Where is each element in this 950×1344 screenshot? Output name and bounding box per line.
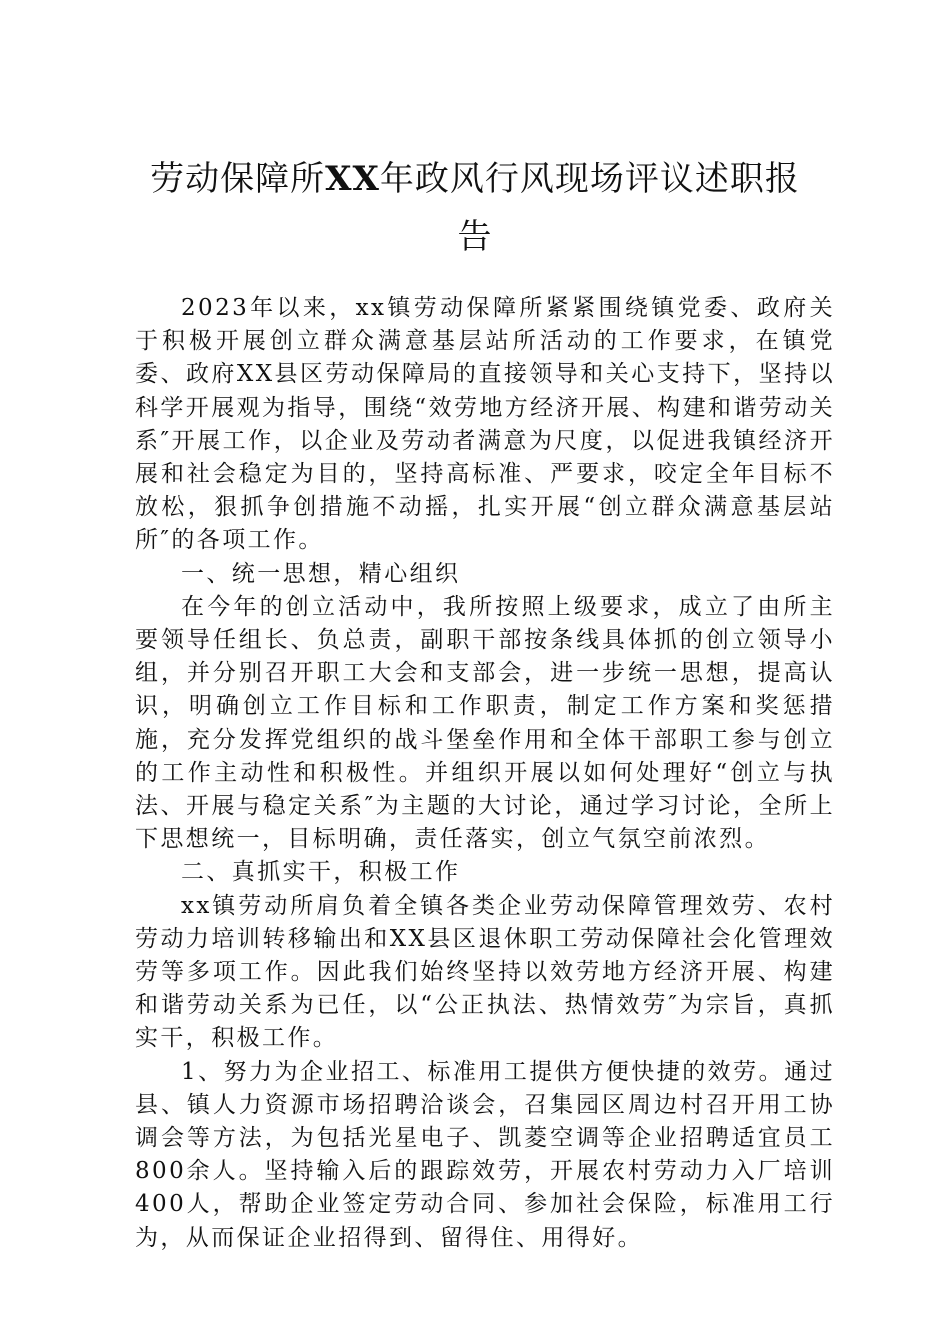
paragraph-section-2: xx镇劳动所肩负着全镇各类企业劳动保障管理效劳、农村劳动力培训转移输出和XX县区退休职工劳动保障社会化管理效劳等多项工作。因此我们始终坚持以效劳地方经济开展、构建和谐劳动关系为已任，以“公正执法、热情效劳″为宗旨，真抓实干，积极工作。 (135, 892, 835, 1052)
document-body (135, 292, 835, 1255)
title-part-1: 劳动保障所 (150, 159, 326, 199)
section-heading-2: 二、真抓实干，积极工作 (181, 859, 461, 886)
title-line-2: 告 (457, 217, 493, 257)
paragraph-intro: 2023年以来，xx镇劳动保障所紧紧围绕镇党委、政府关于积极开展创立群众满意基层站所活动的工作要求，在镇党委、政府XX县区劳动保障局的直接领导和关心支持下，坚持以科学开展观为指导，围绕“效劳地方经济开展、构建和谐劳动关系″开展工作，以企业及劳动者满意为尺度，以促进我镇经济开展和社会稳定为目的，坚持高标准、严要求，咬定全年目标不放松，狠抓争创措施不动摇，扎实开展“创立群众满意基层站所″的各项工作。 (135, 295, 835, 554)
paragraph-item-1: 1、努力为企业招工、标准用工提供方便快捷的效劳。通过县、镇人力资源市场招聘洽谈会，召集园区周边村召开用工协调会等方法，为包括光星电子、凯菱空调等企业招聘适宜员工800余人。坚持输入后的跟踪效劳，开展农村劳动力入厂培训400人，帮助企业签定劳动合同、参加社会保险，标准用工行为，从而保证企业招得到、留得住、用得好。 (135, 1058, 835, 1251)
title-part-2: 年政风行风现场评议述职报 (379, 159, 800, 199)
title-bold-xx: XX (325, 159, 380, 199)
document-title (120, 150, 830, 266)
section-heading-1: 一、统一思想，精心组织 (181, 560, 461, 587)
paragraph-section-1: 在今年的创立活动中，我所按照上级要求，成立了由所主要领导任组长、负总责，副职干部按条线具体抓的创立领导小组，并分别召开职工大会和支部会，进一步统一思想，提高认识，明确创立工作目标和工作职责，制定工作方案和奖惩措施，充分发挥党组织的战斗堡垒作用和全体干部职工参与创立的工作主动性和积极性。并组织开展以如何处理好“创立与执法、开展与稳定关系″为主题的大讨论，通过学习讨论，全所上下思想统一，目标明确，责任落实，创立气氛空前浓烈。 (135, 593, 835, 853)
